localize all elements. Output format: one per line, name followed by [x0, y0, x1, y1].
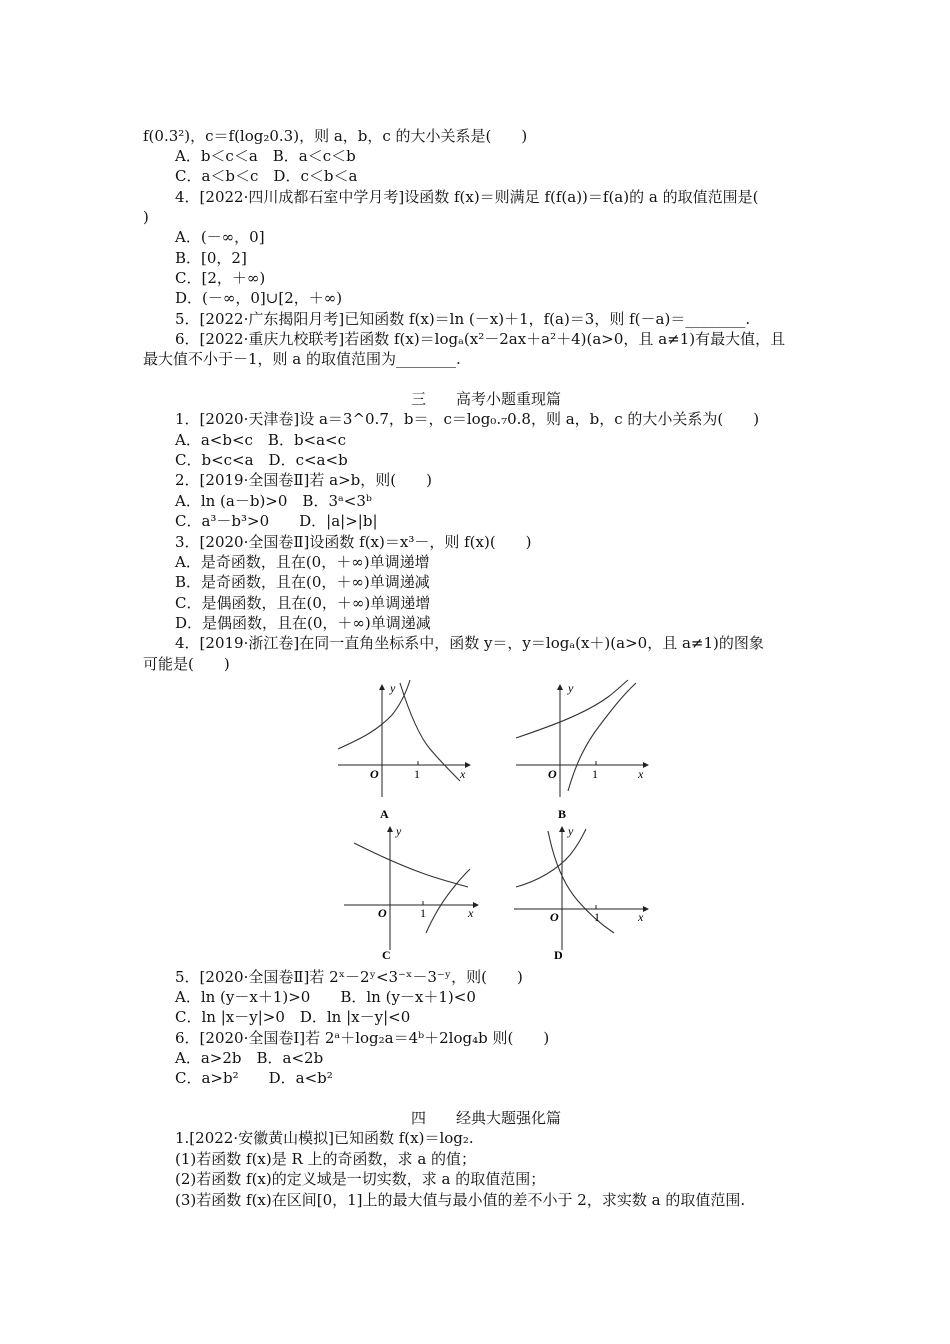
text-line: ) — [143, 208, 149, 226]
option-line: B．[0，2] — [175, 249, 247, 267]
panel-label: D — [554, 948, 563, 962]
option-line: A．a>2b B．a<2b — [175, 1049, 324, 1067]
curve-d1 — [516, 829, 586, 887]
question-line: 1．[2020·天津卷]设 a＝3^0.7，b＝，c＝log₀.₇0.8，则 a，b，c 的大小关系为( ) — [175, 410, 760, 428]
axis-y-label: y — [396, 824, 402, 838]
option-line: A．(－∞，0] — [175, 228, 265, 246]
origin-label: O — [548, 767, 557, 781]
panel-label: A — [380, 807, 389, 821]
tick-label: 1 — [420, 906, 426, 920]
curve-a1 — [338, 680, 410, 749]
question-line: 6．[2020·全国卷Ⅰ]若 2ᵃ＋log₂a＝4ᵇ＋2log₄b 则( ) — [175, 1029, 550, 1047]
question-line: 4．[2022·四川成都石室中学月考]设函数 f(x)＝则满足 f(f(a))＝f(a)的 a 的取值范围是( — [175, 188, 759, 206]
graph-panel-c — [344, 824, 478, 962]
axis-y-label: y — [390, 681, 396, 695]
text-line: 最大值不小于－1，则 a 的取值范围为________. — [143, 350, 461, 368]
option-line: C．a>b² D．a<b² — [175, 1069, 333, 1087]
option-line: C．a＜b＜c D．c＜b＜a — [175, 167, 358, 185]
option-line: A．a<b<c B．b<a<c — [175, 431, 347, 449]
curve-c2 — [426, 869, 470, 933]
option-line: A．ln (a－b)>0 B．3ᵃ<3ᵇ — [175, 492, 372, 510]
curve-a2 — [400, 683, 460, 781]
graph-figure — [330, 675, 670, 965]
tick-label: 1 — [414, 767, 420, 781]
option-line: C．a³－b³>0 D．|a|>|b| — [175, 512, 378, 530]
question-line: 4．[2019·浙江卷]在同一直角坐标系中，函数 y＝，y＝logₐ(x＋)(a>0，且 a≠1)的图象 — [175, 634, 764, 652]
option-line: A．b＜c＜a B．a＜c＜b — [175, 147, 356, 165]
question-line: 5．[2022·广东揭阳月考]已知函数 f(x)＝ln (－x)＋1，f(a)＝3，则 f(－a)＝________. — [175, 310, 751, 328]
axis-y-label: y — [568, 681, 574, 695]
tick-label: 1 — [594, 910, 600, 924]
option-line: C．是偶函数，且在(0，＋∞)单调递增 — [175, 594, 431, 612]
text-line: 可能是( ) — [143, 655, 230, 673]
section-heading: 三 高考小题重现篇 — [411, 390, 562, 408]
curve-c1 — [354, 843, 468, 887]
subquestion-line: (3)若函数 f(x)在区间[0，1]上的最大值与最小值的差不小于 2，求实数 a 的取值范围. — [175, 1191, 746, 1209]
panel-label: C — [382, 948, 391, 962]
origin-label: O — [370, 767, 379, 781]
question-line: 6．[2022·重庆九校联考]若函数 f(x)＝logₐ(x²－2ax＋a²＋4)(a>0，且 a≠1)有最大值，且 — [175, 330, 786, 348]
panel-label: B — [558, 807, 567, 821]
axis-y-label: y — [568, 824, 574, 838]
curve-b2 — [568, 683, 636, 791]
option-line: D．是偶函数，且在(0，＋∞)单调递减 — [175, 614, 431, 632]
option-line: B．是奇函数，且在(0，＋∞)单调递减 — [175, 573, 430, 591]
graph-panel-b — [516, 680, 648, 821]
question-line: 2．[2019·全国卷Ⅱ]若 a>b，则( ) — [175, 471, 432, 489]
axis-x-label: x — [638, 767, 644, 781]
question-line: 1.[2022·安徽黄山模拟]已知函数 f(x)＝log₂. — [175, 1129, 474, 1147]
option-line: D．(－∞，0]∪[2，＋∞) — [175, 289, 343, 307]
option-line: A．是奇函数，且在(0，＋∞)单调递增 — [175, 553, 430, 571]
option-line: C．[2，＋∞) — [175, 269, 266, 287]
subquestion-line: (1)若函数 f(x)是 R 上的奇函数，求 a 的值； — [175, 1150, 477, 1168]
text-line: f(0.3²)，c＝f(log₂0.3)，则 a，b，c 的大小关系是( ) — [143, 127, 528, 145]
option-line: C．b<c<a D．c<a<b — [175, 451, 348, 469]
origin-label: O — [378, 906, 387, 920]
axis-x-label: x — [468, 906, 474, 920]
origin-label: O — [550, 910, 559, 924]
section-heading: 四 经典大题强化篇 — [411, 1109, 562, 1127]
graph-panel-d — [514, 824, 648, 962]
option-line: C．ln |x－y|>0 D．ln |x－y|<0 — [175, 1008, 411, 1026]
subquestion-line: (2)若函数 f(x)的定义域是一切实数，求 a 的取值范围； — [175, 1170, 546, 1188]
option-line: A．ln (y－x＋1)>0 B．ln (y－x＋1)<0 — [175, 988, 476, 1006]
question-line: 3．[2020·全国卷Ⅱ]设函数 f(x)＝x³－，则 f(x)( ) — [175, 533, 532, 551]
question-line: 5．[2020·全国卷Ⅱ]若 2ˣ－2ʸ<3⁻ˣ－3⁻ʸ，则( ) — [175, 968, 523, 986]
axis-x-label: x — [638, 910, 644, 924]
axis-x-label: x — [460, 767, 466, 781]
graph-panel-a — [338, 680, 470, 821]
tick-label: 1 — [592, 767, 598, 781]
